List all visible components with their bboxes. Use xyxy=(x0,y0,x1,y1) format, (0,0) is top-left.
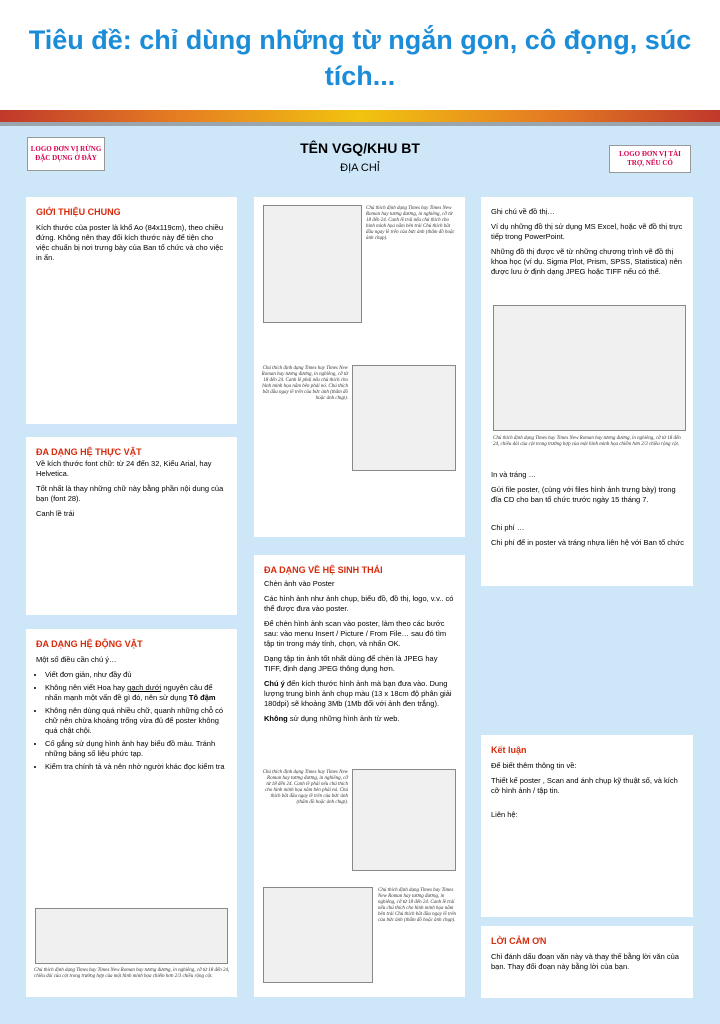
right-p7: Chi phí để in poster và tráng nhựa liên hệ với Ban tổ chức xyxy=(491,538,684,547)
list-item: • Không nên dùng quá nhiều chữ, quanh những chỗ có chữ nên chừa khoảng trống vừa đủ để poster không quá chật chội. xyxy=(45,706,227,736)
conclusion-p3: Liên hệ: xyxy=(491,810,518,819)
title-area xyxy=(0,0,720,110)
eco-p6 xyxy=(264,714,455,724)
b2-underline: gạch dưới xyxy=(127,683,162,692)
eco-p1: Chèn ảnh vào Poster xyxy=(264,579,335,588)
conclusion-p2: Thiết kế poster , Scan and ánh chụp kỹ thuật số, và kích cỡ hình ảnh / tập tin. xyxy=(491,776,678,795)
image-placeholder-4 xyxy=(263,887,373,983)
caption-5: Chú thích định dạng Times hay Times New Roman hay tương đương, in nghiêng, cỡ từ 18 đến 24, chiều dài của cột trong trường hợp của một hình minh họa chiếm hơn 2/3 chiều rộng cột. xyxy=(493,436,681,447)
list-item: • Kiểm tra chính tả và nên nhờ người khác đọc kiểm tra xyxy=(45,762,227,772)
address: ĐỊA CHỈ xyxy=(340,162,380,174)
vgq-name: TÊN VGQ/KHU BT xyxy=(300,140,420,156)
caption-1: Chú thích định dạng Times hay Times New Roman hay tương đương, in nghiêng, cỡ từ 18 đến 24. Canh lề trái nếu chú thích cho hình minh họa nằm bên trái Chú thích bắt đầu ngay lề trên của bức ảnh (thẩm đồ hoặc ảnh chụp). xyxy=(366,206,455,241)
fauna-list xyxy=(36,670,227,772)
poster-title: Tiêu đề: chỉ dùng những từ ngắn gọn, cô đọng, súc tích... xyxy=(28,25,692,91)
right-p6: Chi phí … xyxy=(491,523,525,532)
intro-body: Kích thước của poster là khổ Ao (84x119cm), theo chiều đứng. Không nên thay đổi kích thước này để tiện cho việc chuẩn bị nơi trưng bày của Ban tổ chức và cho việc in ấn. xyxy=(36,223,224,262)
flora-heading: ĐA DẠNG HỆ THỰC VẬT xyxy=(36,447,142,457)
thanks-heading: LỜI CẢM ƠN xyxy=(491,936,547,946)
conclusion-p1: Để biết thêm thông tin về: xyxy=(491,761,577,770)
logo-right: LOGO ĐƠN VỊ TÀI TRỢ, NẾU CÓ xyxy=(609,145,691,173)
list-item xyxy=(45,683,227,703)
eco-p5-bold: Chú ý xyxy=(264,679,285,688)
caption-4: Chú thích định dạng Times hay Times New Roman hay tương đương, in nghiêng, cỡ từ 18 đến 24. Canh lề trái nếu chú thích cho hình minh họa nằm bên trái Chú thích bắt đầu ngay lề trên của bức ảnh (thẩm đồ hoặc ảnh chụp). xyxy=(378,888,457,923)
eco-p4: Dạng tập tin ảnh tốt nhất dùng để chèn là JPEG hay TIFF, định dạng JPEG thông dụng hơn. xyxy=(264,654,438,673)
gradient-divider xyxy=(0,110,720,122)
right-p4: In và tráng … xyxy=(491,470,537,479)
b2-mid: nguyên câu để nhấn mạnh một vấn đề gì đó, nên sử dụng xyxy=(45,683,213,702)
image-placeholder-2 xyxy=(352,365,456,471)
flora-panel xyxy=(26,437,237,615)
flora-p2: Tốt nhất là thay những chữ này bằng phần nội dung của bạn (font 28). xyxy=(36,484,224,503)
right-p5: Gửi file poster, (cùng với files hình ảnh trưng bày) trong đĩa CD cho ban tổ chức trước ngày 15 tháng 7. xyxy=(491,485,676,504)
caption-3: Chú thích định dạng Times hay Times New Roman hay tương đương, in nghiêng, cỡ từ 18 đến 24. Canh lề phải nếu chú thích cho hình minh họa nằm bên phải nó. Chú thích bắt đầu ngay lề trên của bức ảnh (thẩm đồ hoặc ảnh chụp). xyxy=(262,770,348,805)
right-lower-text xyxy=(491,470,686,553)
fauna-caption: Chú thích định dạng Times hay Times New Roman hay tương đương, in nghiêng, cỡ từ 18 đến 24, chiều dài của cột trong trường hợp của một hình minh họa chiếm hơn 2/3 chiều rộng cột. xyxy=(34,968,230,979)
caption-2: Chú thích định dạng Times hay Times New Roman hay tương đương, in nghiêng, cỡ từ 18 đến 24. Canh lề phải nếu chú thích cho hình minh họa nằm bên phải nó. Chú thích bắt đầu ngay lề trên của bức ảnh (thẩm đồ hoặc ảnh chụp). xyxy=(261,366,348,401)
right-p2: Ví dụ những đồ thị sử dụng MS Excel, hoặc vẽ đồ thị trực tiếp trong PowerPoint. xyxy=(491,222,683,241)
fauna-image-placeholder xyxy=(35,908,228,964)
flora-p1: Về kích thước font chữ: từ 24 đến 32, Kiểu Arial, hay Helvetica. xyxy=(36,459,212,478)
eco-p3: Để chèn hình ảnh scan vào poster, làm theo các bước sau: vào menu Insert / Picture / From File… sau đó tìm tập tin trong máy tính, chọn, và nhấn OK. xyxy=(264,619,447,648)
intro-heading: GIỚI THIỆU CHUNG xyxy=(36,207,121,217)
eco-p6-text: sử dụng những hình ảnh từ web. xyxy=(287,714,400,723)
image-placeholder-1 xyxy=(263,205,362,323)
right-p1: Ghi chú về đồ thị… xyxy=(491,207,555,216)
eco-p6-bold: Không xyxy=(264,714,288,723)
list-item: • Cố gắng sử dụng hình ảnh hay biểu đồ màu. Tránh những bảng số liệu phức tạp. xyxy=(45,739,227,759)
conclusion-panel xyxy=(481,735,693,917)
fauna-heading: ĐA DẠNG HỆ ĐỘNG VẬT xyxy=(36,639,143,649)
thanks-body: Chỉ đánh dấu đoạn văn này và thay thế bằng lời văn của bạn. Thay đổi đoạn này bằng lời của bạn. xyxy=(491,952,679,971)
right-p3: Những đồ thị được vẽ từ những chương trình vẽ đồ thị khoa học (ví dụ. Sigma Plot, Prism, SPSS, Statistica) nên được lưu ở định dạng JPEG hoặc TIFF nếu có thể. xyxy=(491,247,682,276)
eco-p2: Các hình ảnh như ảnh chụp, biểu đồ, đồ thị, logo, v.v.. có thể được đưa vào poster. xyxy=(264,594,454,613)
b2-pre: Không nên viết Hoa hay xyxy=(45,683,128,692)
conclusion-heading: Kết luận xyxy=(491,745,527,755)
list-item: • Viết đơn giản, như đầy đủ xyxy=(45,670,227,680)
b2-bold: Tô đậm xyxy=(188,693,216,702)
intro-panel xyxy=(26,197,237,424)
flora-p3: Canh lề trái xyxy=(36,509,75,518)
eco-heading: ĐA DẠNG VỀ HỆ SINH THÁI xyxy=(264,565,383,575)
graph-placeholder xyxy=(493,305,686,431)
eco-p5-text: đến kích thước hình ảnh mà bạn đưa vào. Dung lượng trung bình ảnh chụp màu (13 x 18cm độ phân giải 180dpi) sẽ khoảng 3Mb (1Mb đối với ảnh đen trắng). xyxy=(264,679,452,708)
logo-left: LOGO ĐƠN VỊ RỪNG ĐẶC DỤNG Ở ĐÂY xyxy=(27,137,105,171)
eco-p5 xyxy=(264,679,455,709)
image-placeholder-3 xyxy=(352,769,456,871)
thanks-panel xyxy=(481,926,693,998)
fauna-intro: Một số điều cần chú ý… xyxy=(36,655,117,664)
